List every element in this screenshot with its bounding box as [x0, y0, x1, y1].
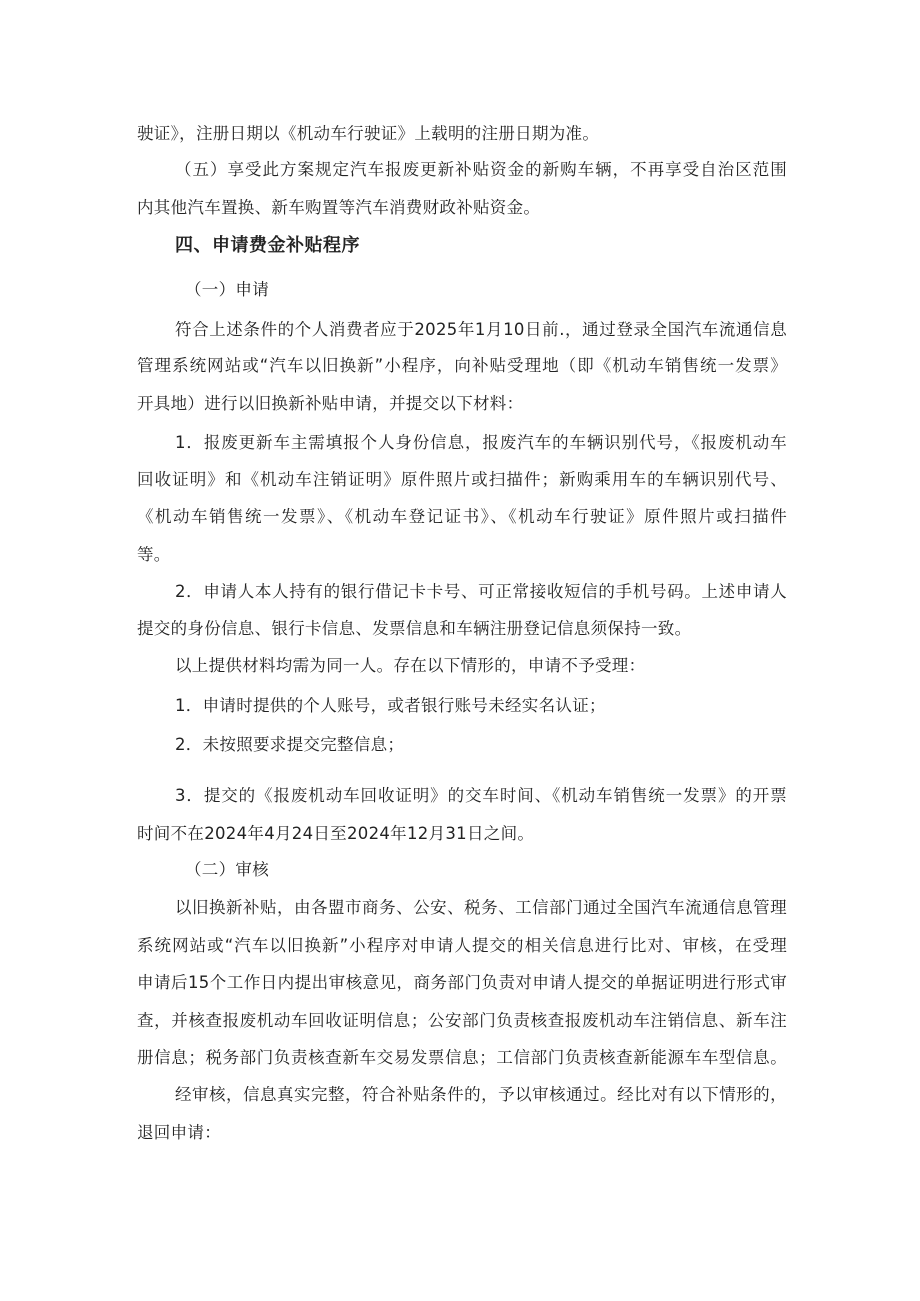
paragraph-line: 驶证》，注册日期以《机动车行驶证》上载明的注册日期为准。 — [137, 124, 600, 143]
list-item-line: 2．申请人本人持有的银行借记卡卡号、可正常接收短信的手机号码。上述申请人 — [175, 582, 787, 601]
paragraph-line: 退回申请： — [137, 1123, 221, 1142]
paragraph-line: 内其他汽车置换、新车购置等汽车消费财政补贴资金。 — [137, 198, 541, 217]
list-item-line: 时间不在2024年4月24日至2024年12月31日之间。 — [137, 824, 535, 843]
paragraph-line: 册信息；税务部门负责核查新车交易发票信息；工信部门负责核查新能源车车型信息。 — [137, 1048, 787, 1067]
paragraph-line: 查，并核查报废机动车回收证明信息；公安部门负责核查报废机动车注销信息、新车注 — [137, 1011, 787, 1030]
subsection-heading: （一）申请 — [185, 280, 269, 299]
list-item-line: 等。 — [137, 545, 171, 564]
list-item-line: 1．报废更新车主需填报个人身份信息，报废汽车的车辆识别代号，《报废机动车 — [175, 433, 787, 452]
paragraph-line: （五）享受此方案规定汽车报废更新补贴资金的新购车辆，不再享受自治区范围 — [175, 160, 787, 179]
list-item-line: 1．申请时提供的个人账号，或者银行账号未经实名认证； — [175, 696, 606, 715]
paragraph-line: 以上提供材料均需为同一人。存在以下情形的，申请不予受理： — [175, 656, 646, 675]
list-item-line: 2．未按照要求提交完整信息； — [175, 735, 405, 754]
paragraph-line: 开具地）进行以旧换新补贴申请，并提交以下材料： — [137, 394, 524, 413]
subsection-heading: （二）审核 — [185, 860, 269, 879]
list-item-line: 《机动车销售统一发票》、《机动车登记证书》、《机动车行驶证》原件照片或扫描件 — [137, 507, 787, 526]
paragraph-line: 系统网站或“汽车以旧换新”小程序对申请人提交的相关信息进行比对、审核，在受理 — [137, 936, 787, 955]
list-item-line: 提交的身份信息、银行卡信息、发票信息和车辆注册登记信息须保持一致。 — [137, 619, 692, 638]
paragraph-line: 以旧换新补贴，由各盟市商务、公安、税务、工信部门通过全国汽车流通信息管理 — [175, 898, 787, 917]
list-item-line: 3．提交的《报废机动车回收证明》的交车时间、《机动车销售统一发票》的开票 — [175, 786, 787, 805]
paragraph-line: 申请后15个工作日内提出审核意见，商务部门负责对申请人提交的单据证明进行形式审 — [137, 973, 787, 992]
paragraph-line: 管理系统网站或“汽车以旧换新”小程序，向补贴受理地（即《机动车销售统一发票》 — [137, 356, 787, 375]
section-heading: 四、申请费金补贴程序 — [175, 235, 360, 256]
paragraph-line: 经审核，信息真实完整，符合补贴条件的，予以审核通过。经比对有以下情形的， — [175, 1085, 787, 1104]
paragraph-line: 符合上述条件的个人消费者应于2025年1月10日前.，通过登录全国汽车流通信息 — [175, 320, 787, 339]
list-item-line: 回收证明》和《机动车注销证明》原件照片或扫描件；新购乘用车的车辆识别代号、 — [137, 470, 787, 489]
